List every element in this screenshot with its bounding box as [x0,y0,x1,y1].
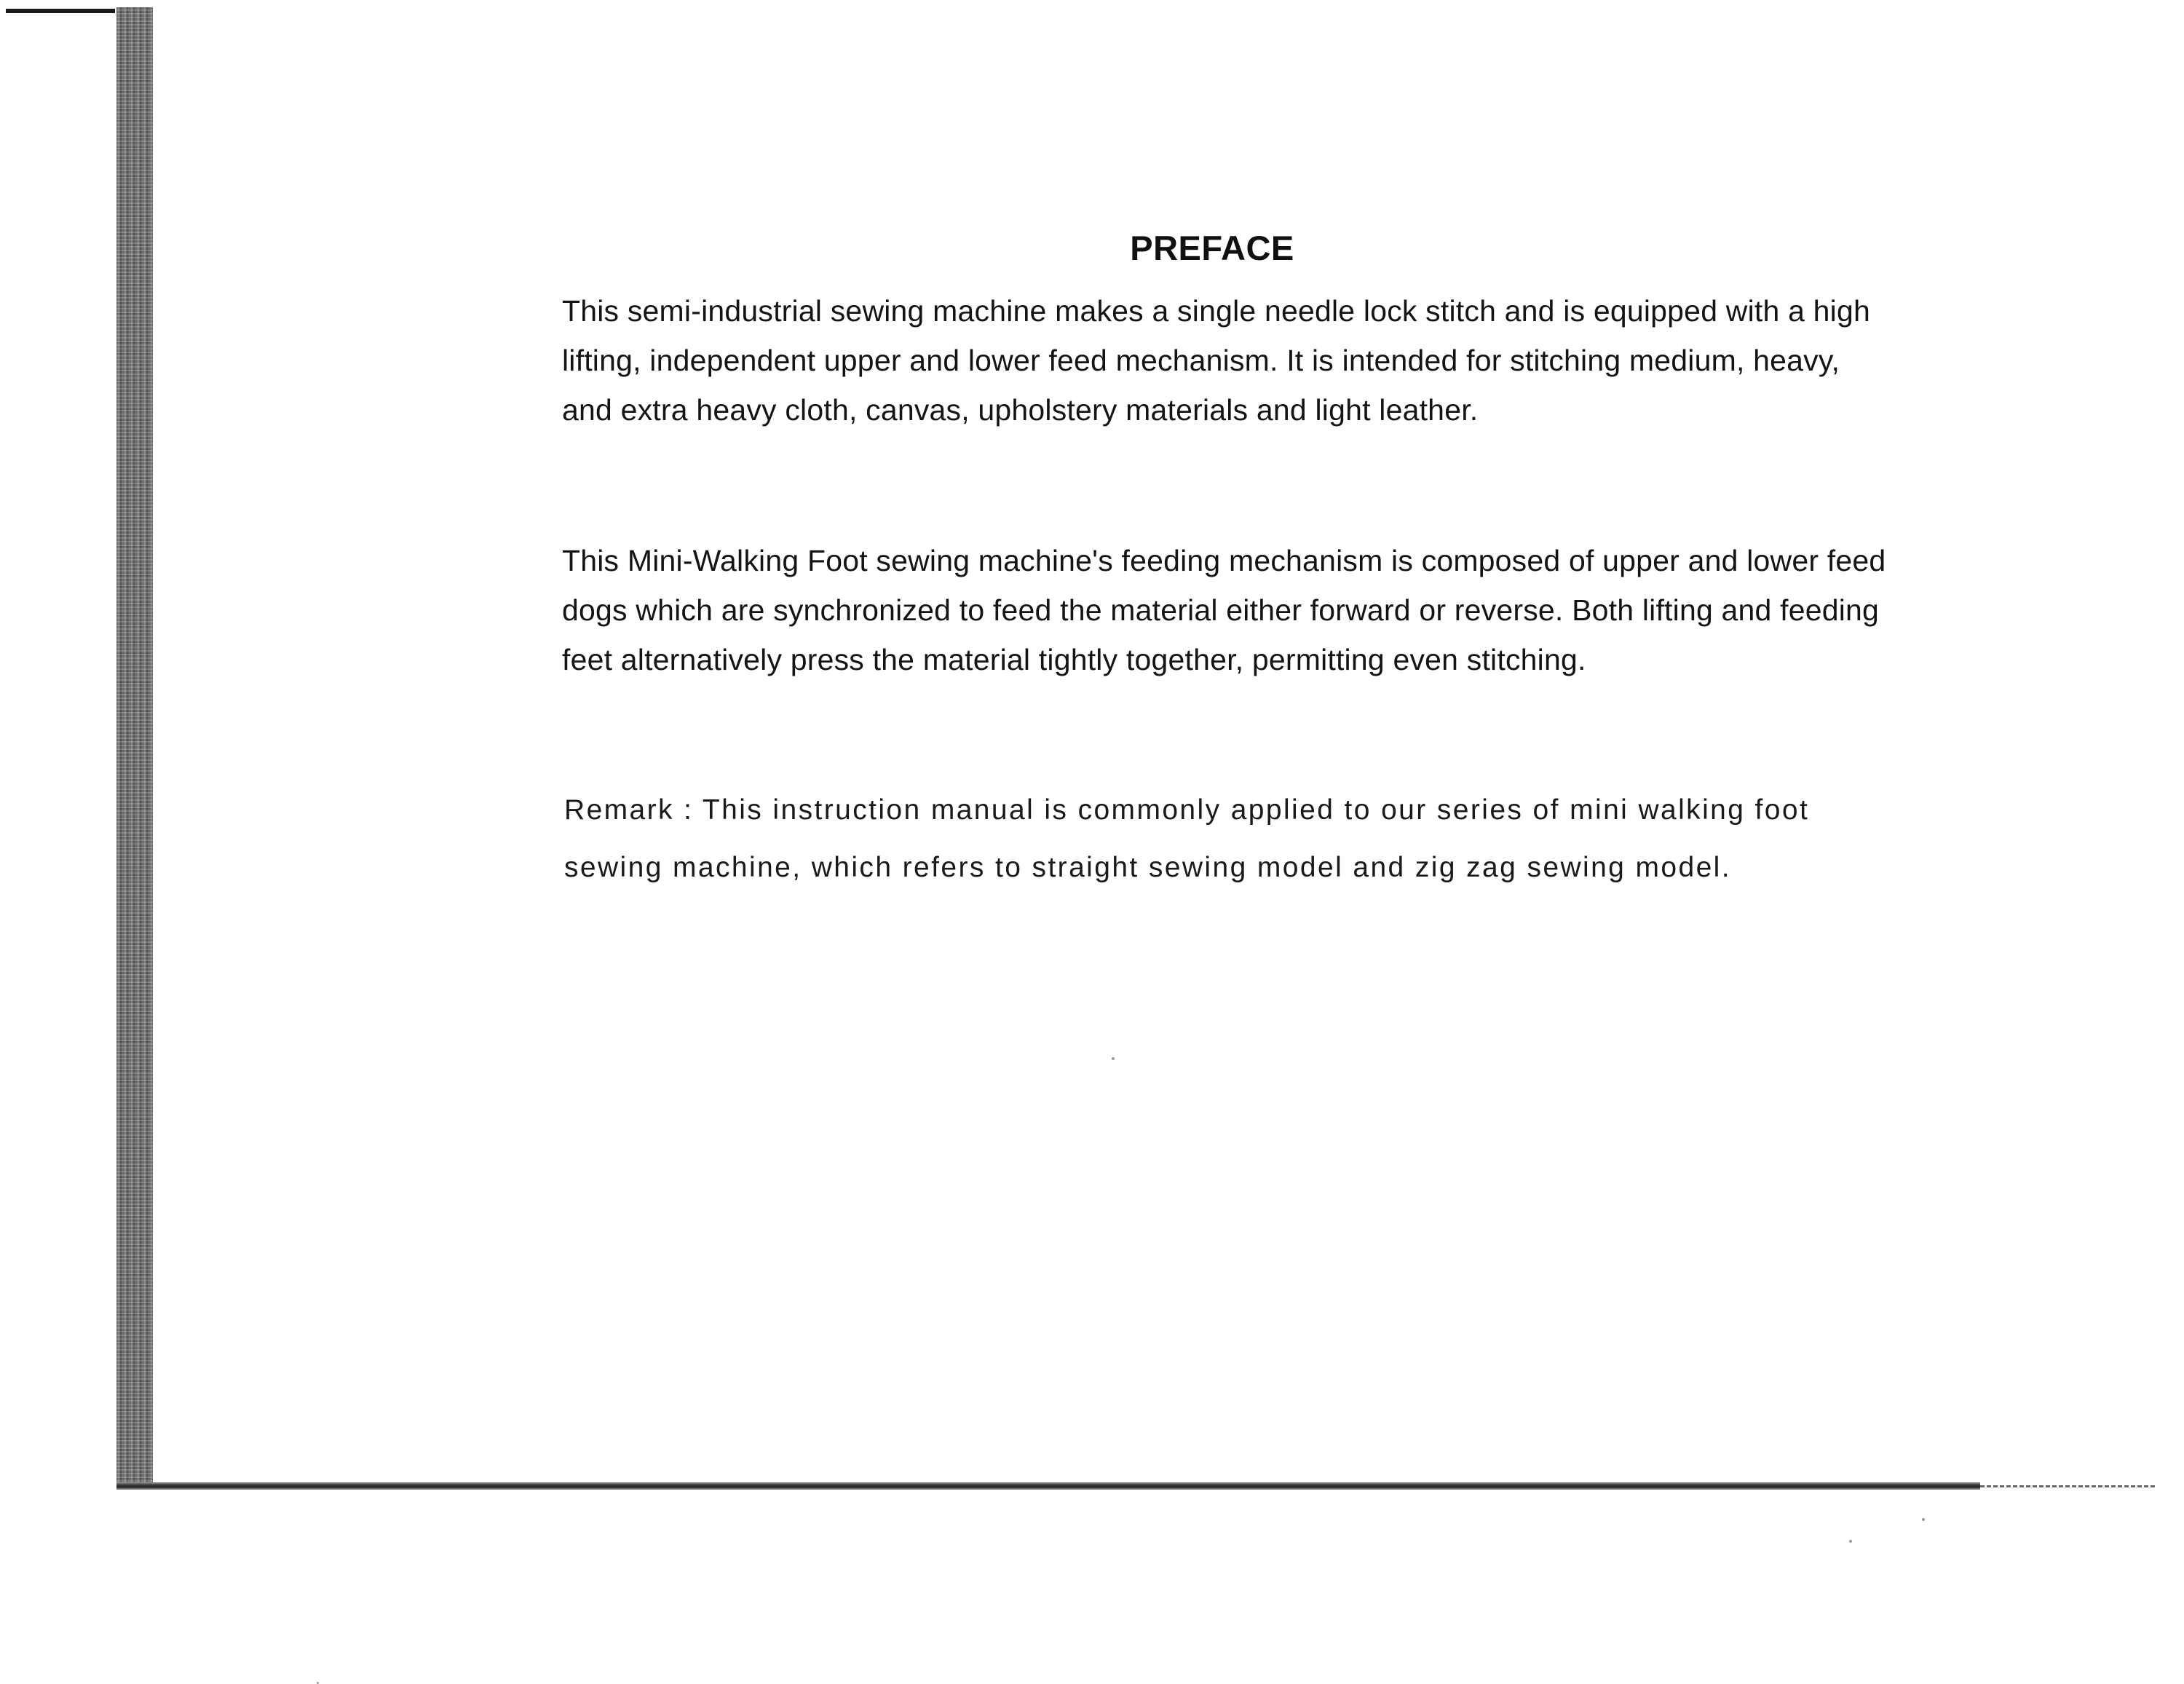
bottom-rule-tail [1980,1485,2155,1487]
preface-paragraph-1: This semi-industrial sewing machine makes a single needle lock stitch and is equipped with a high lifting, independent upper and lower feed mechanism. It is intended for stitching medium, heavy, and extra heavy cloth, canvas, upholstery materials and light leather. [562,294,1870,427]
bottom-rule [116,1482,1980,1490]
top-left-rule [6,9,115,13]
page-title: PREFACE [1130,229,1294,268]
scan-speck [1112,1057,1115,1060]
preface-paragraph-2: This Mini-Walking Foot sewing machine's feeding mechanism is composed of upper and lower feed dogs which are synchronized to feed the material either forward or reverse. Both lifting and feeding feet alternatively press the material tightly together, permitting even stitching. [562,544,1886,676]
remark-note: Remark : This instruction manual is commonly applied to our series of mini walking foot sewing machine, which refers to straight sewing model and zig zag sewing model. [564,794,1810,883]
scan-speck [1849,1540,1852,1543]
scan-speck [1922,1518,1925,1521]
